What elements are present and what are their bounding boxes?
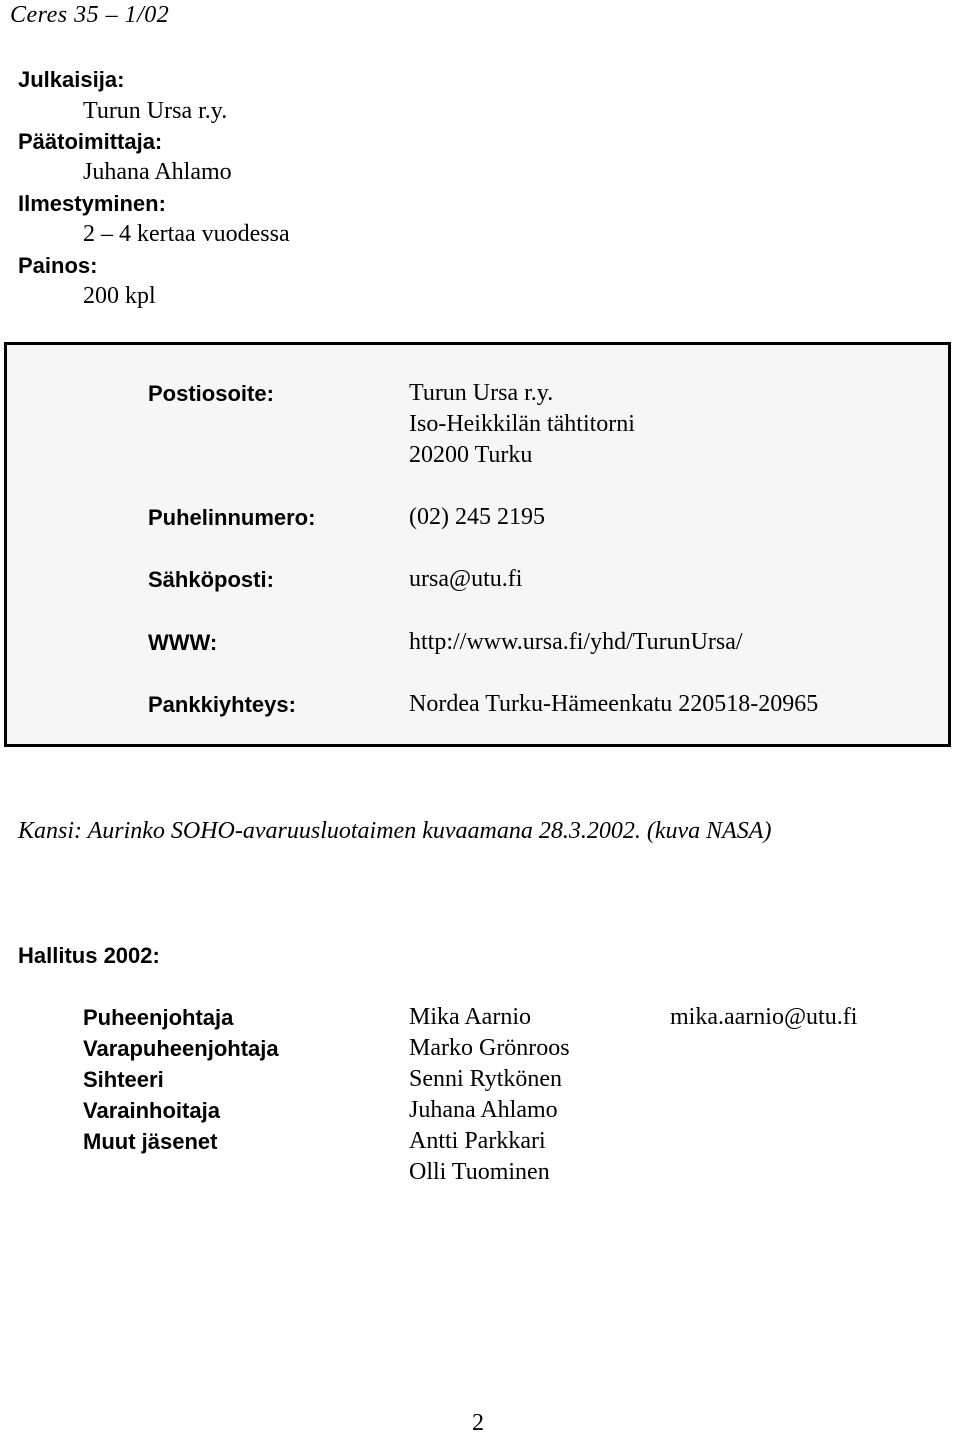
www-label: WWW: xyxy=(148,630,218,655)
postal-label: Postiosoite: xyxy=(148,381,274,406)
page-number: 2 xyxy=(472,1410,484,1436)
publisher-value: Turun Ursa r.y. xyxy=(83,98,228,124)
board-member-name: Senni Rytkönen xyxy=(409,1066,563,1092)
board-member-name: Juhana Ahlamo xyxy=(409,1097,558,1123)
frequency-label: Ilmestyminen: xyxy=(18,191,166,216)
email-label: Sähköposti: xyxy=(148,567,274,592)
email-value: ursa@utu.fi xyxy=(409,566,523,592)
postal-line-2: Iso-Heikkilän tähtitorni xyxy=(409,411,635,437)
postal-line-1: Turun Ursa r.y. xyxy=(409,380,554,406)
board-member-name: Marko Grönroos xyxy=(409,1035,570,1061)
cover-caption: Kansi: Aurinko SOHO-avaruusluotaimen kuvaamana 28.3.2002. (kuva NASA) xyxy=(18,818,772,844)
editor-label: Päätoimittaja: xyxy=(18,129,163,154)
board-role: Puheenjohtaja xyxy=(83,1005,234,1030)
board-role: Varainhoitaja xyxy=(83,1098,220,1123)
editor-value: Juhana Ahlamo xyxy=(83,159,232,185)
bank-label: Pankkiyhteys: xyxy=(148,692,296,717)
publisher-label: Julkaisija: xyxy=(18,67,125,92)
board-member-name: Antti Parkkari xyxy=(409,1128,546,1154)
running-header: Ceres 35 – 1/02 xyxy=(10,2,170,28)
frequency-value: 2 – 4 kertaa vuodessa xyxy=(83,221,290,247)
board-role: Sihteeri xyxy=(83,1067,164,1092)
board-role: Muut jäsenet xyxy=(83,1129,218,1154)
phone-label: Puhelinnumero: xyxy=(148,505,316,530)
www-value: http://www.ursa.fi/yhd/TurunUrsa/ xyxy=(409,629,743,655)
board-member-email: mika.aarnio@utu.fi xyxy=(670,1004,858,1030)
bank-value: Nordea Turku-Hämeenkatu 220518-20965 xyxy=(409,691,819,717)
board-member-name: Olli Tuominen xyxy=(409,1159,550,1185)
board-member-name: Mika Aarnio xyxy=(409,1004,531,1030)
postal-line-3: 20200 Turku xyxy=(409,442,533,468)
board-heading: Hallitus 2002: xyxy=(18,943,160,968)
phone-value: (02) 245 2195 xyxy=(409,504,545,530)
print-run-value: 200 kpl xyxy=(83,283,156,309)
print-run-label: Painos: xyxy=(18,253,98,278)
board-role: Varapuheenjohtaja xyxy=(83,1036,279,1061)
